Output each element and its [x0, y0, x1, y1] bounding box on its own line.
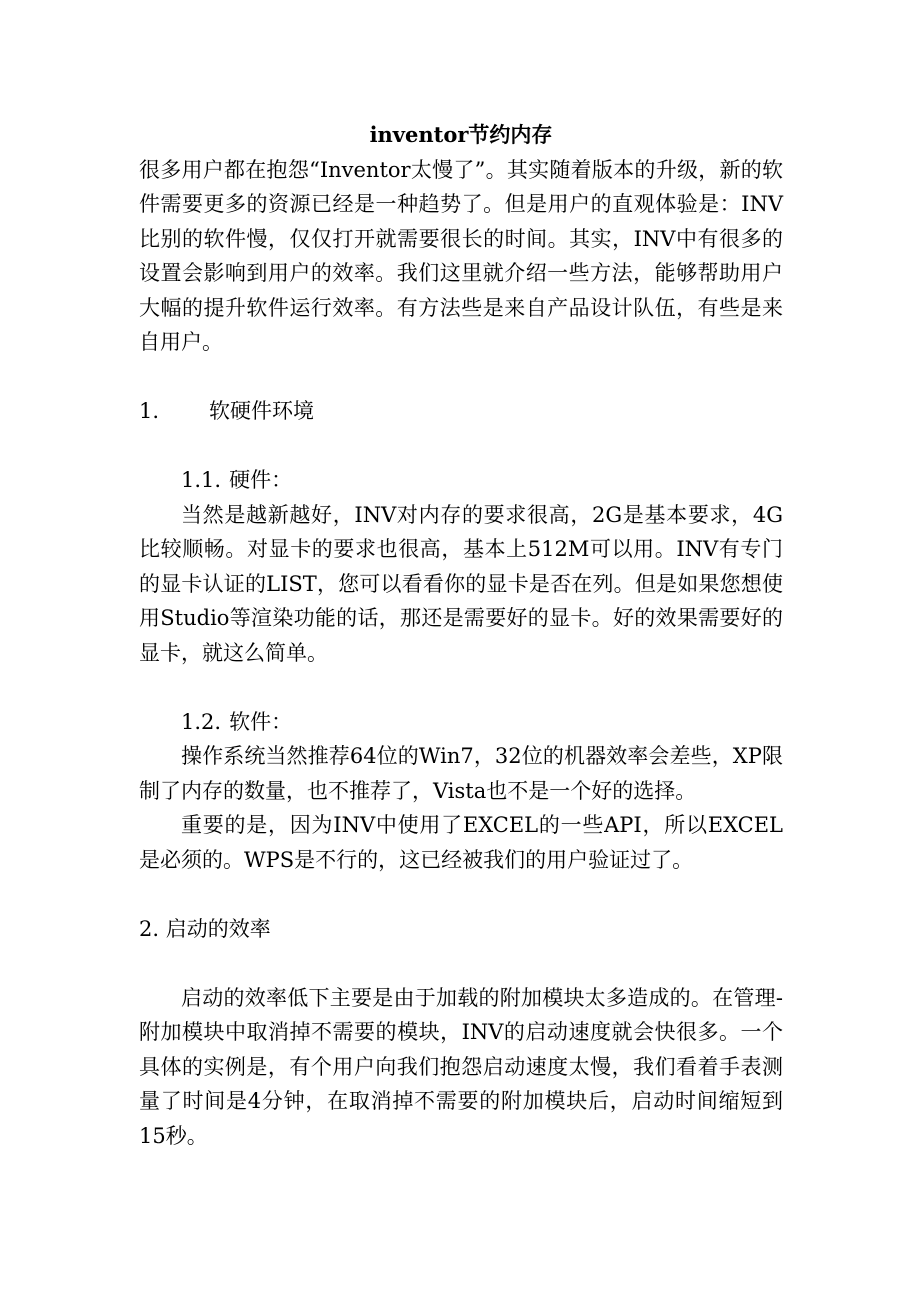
section-2-heading: 2. 启动的效率 [139, 916, 271, 941]
section-1-1-heading [139, 463, 783, 498]
section-1-2-title: 软件： [229, 709, 293, 734]
section-1-number: 1. [139, 399, 160, 423]
section-1-heading [139, 394, 783, 429]
hardware-paragraph: 当然是越新越好，INV对内存的要求很高，2G是基本要求，4G比较顺畅。对显卡的要求也很高，基本上512M可以用。INV有专门的显卡认证的LIST，您可以看看你的显卡是否在列。但是如果您想使用Studio等渲染功能的话，那还是需要好的显卡。好的效果需要好的显卡，就这么简单。 [139, 502, 783, 665]
section-1-1-title: 硬件： [229, 468, 293, 492]
section-1-title: 软硬件环境 [209, 399, 314, 423]
spacer [139, 877, 783, 912]
section-1-2-number: 1.2. [181, 709, 222, 734]
spacer [139, 946, 783, 981]
section-1-1-number: 1.1. [181, 468, 222, 492]
document-content [139, 118, 783, 1153]
startup-paragraph: 启动的效率低下主要是由于加载的附加模块太多造成的。在管理-附加模块中取消掉不需要的模块，INV的启动速度就会快很多。一个具体的实例是，有个用户向我们抱怨启动速度太慢，我们看着手表测量了时间是4分钟，在取消掉不需要的附加模块后，启动时间缩短到15秒。 [139, 985, 783, 1148]
document-title: inventor节约内存 [369, 122, 553, 147]
section-1-2-heading [139, 705, 783, 740]
spacer [139, 360, 783, 395]
software-paragraph-2: 重要的是，因为INV中使用了EXCEL的一些API，所以EXCEL是必须的。WPS是不行的，这已经被我们的用户验证过了。 [139, 813, 783, 872]
software-paragraph-1: 操作系统当然推荐64位的Win7，32位的机器效率会差些，XP限制了内存的数量，也不推荐了，Vista也不是一个好的选择。 [139, 744, 783, 803]
spacer [139, 670, 783, 705]
intro-paragraph: 很多用户都在抱怨“Inventor太慢了”。其实随着版本的升级，新的软件需要更多的资源已经是一种趋势了。但是用户的直观体验是：INV比别的软件慢，仅仅打开就需要很长的时间。其实，INV中有很多的设置会影响到用户的效率。我们这里就介绍一些方法，能够帮助用户大幅的提升软件运行效率。有方法些是来自产品设计队伍，有些是来自用户。 [139, 157, 783, 354]
spacer [139, 429, 783, 464]
